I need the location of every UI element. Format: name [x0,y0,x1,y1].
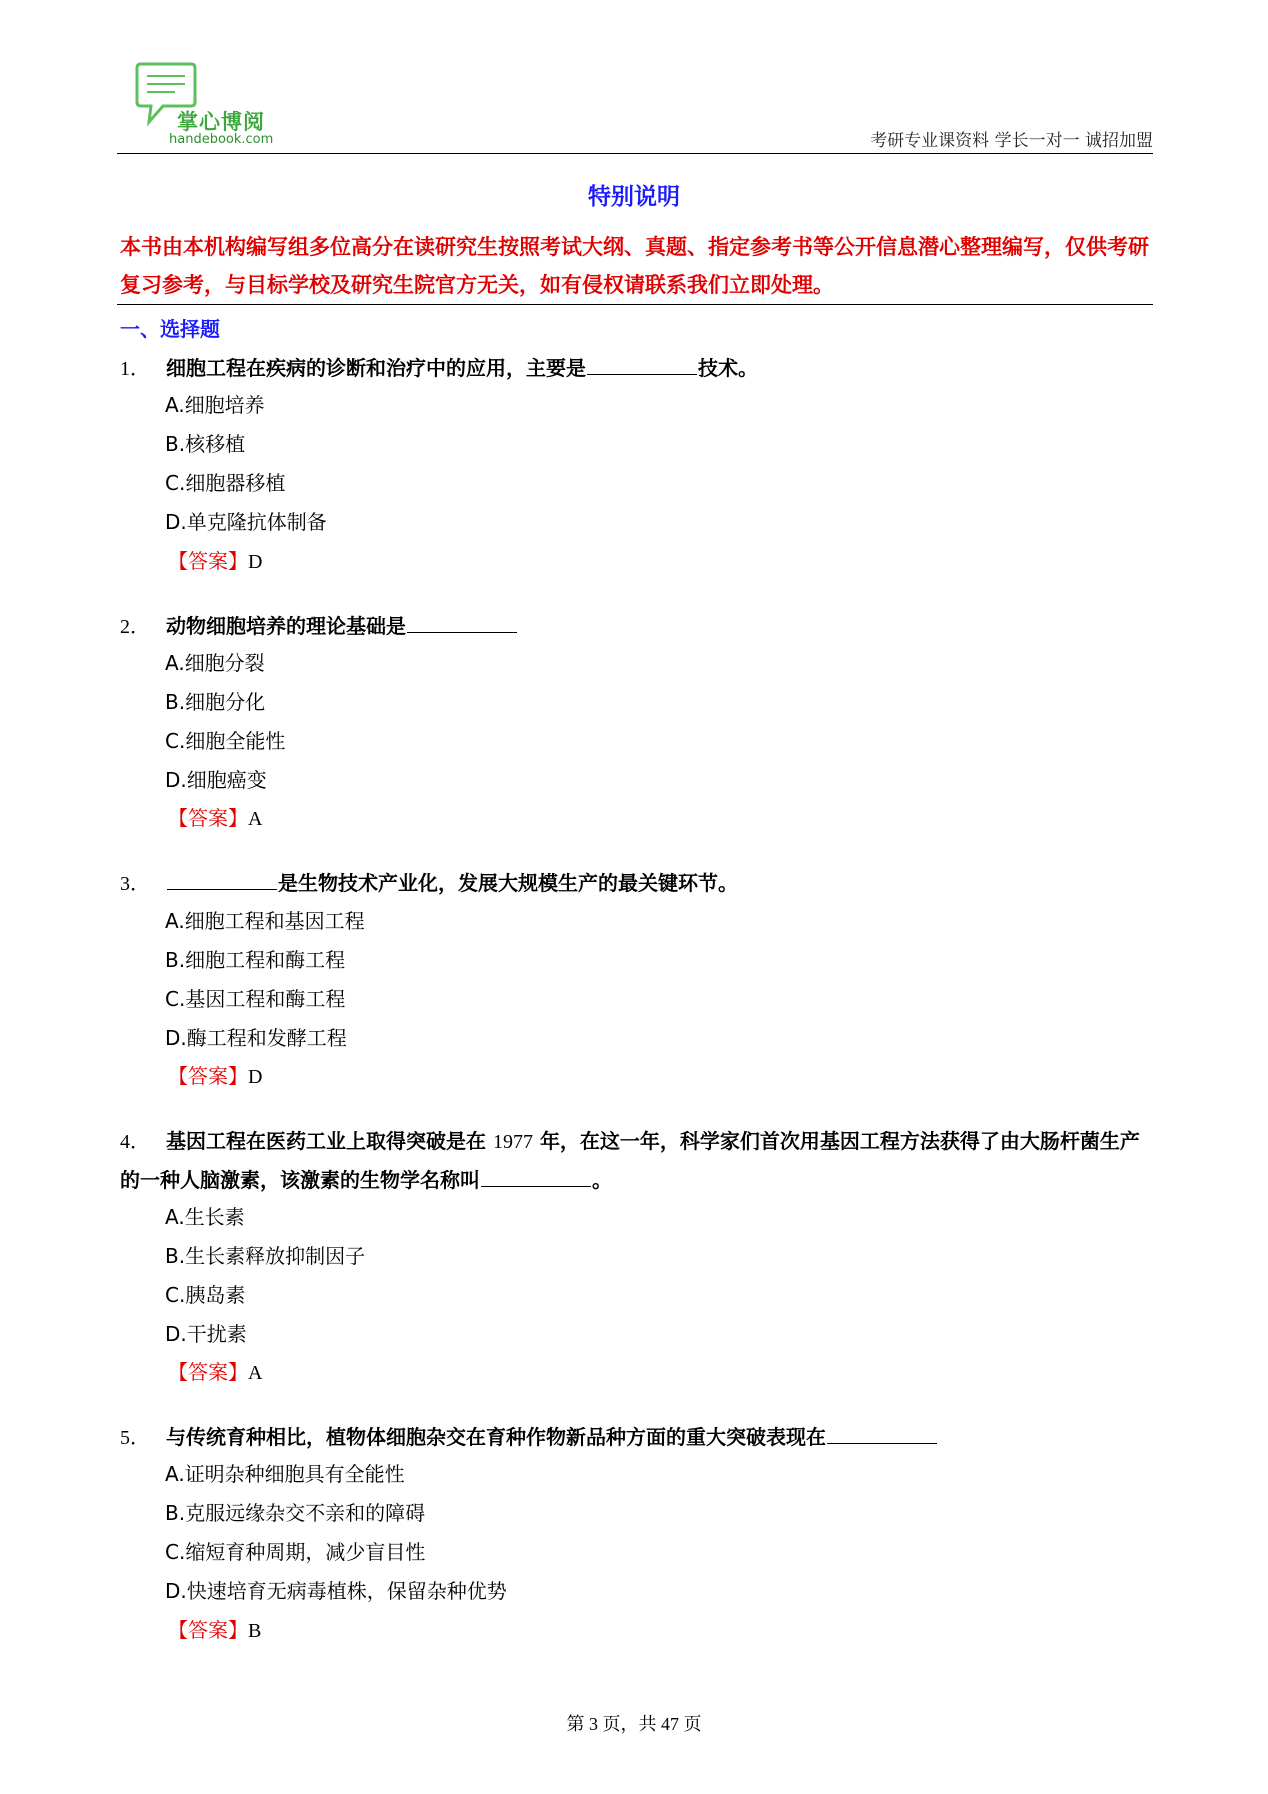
header-divider [117,153,1153,154]
question-1-option-a: A.细胞培养 [165,393,265,417]
answer-blank [407,631,517,633]
answer-blank [827,1442,937,1444]
section-title: 一、选择题 [120,317,220,341]
answer-label: 【答案】 [168,806,248,830]
question-2-answer [168,802,262,831]
question-3-answer [168,1060,262,1089]
answer-blank [587,373,697,375]
page-footer: 第 3 页，共 47 页 [566,1714,702,1734]
question-5-stem [120,1418,1155,1457]
brand-logo [135,62,295,152]
question-1-stem [120,349,1155,388]
question-text: 动物细胞培养的理论基础是 [166,614,406,638]
question-5-option-a: A.证明杂种细胞具有全能性 [165,1462,405,1486]
question-year: 1977 [492,1131,533,1153]
question-text-tail: 技术。 [698,356,758,380]
logo-brand-text: 掌心博阅 [177,110,265,134]
question-2-option-d: D.细胞癌变 [165,768,267,792]
question-4-option-c: C.胰岛素 [165,1283,246,1307]
question-text-tail: 是生物技术产业化，发展大规模生产的最关键环节。 [278,871,738,895]
page-title: 特别说明 [588,184,680,210]
question-2-stem [120,607,1155,646]
answer-label: 【答案】 [168,1618,248,1642]
question-number: 2． [120,616,150,638]
question-1-answer [168,545,262,574]
question-4-stem [120,1122,1155,1199]
question-1-option-c: C.细胞器移植 [165,471,286,495]
logo-url-text: handebook.com [169,132,274,147]
answer-label: 【答案】 [168,1064,248,1088]
question-5-option-b: B.克服远缘杂交不亲和的障碍 [165,1501,426,1525]
question-5-answer [168,1614,261,1643]
answer-value: D [248,1066,263,1088]
question-5-option-d: D.快速培育无病毒植株，保留杂种优势 [165,1579,507,1603]
question-4-answer [168,1356,262,1385]
question-4-option-b: B.生长素释放抑制因子 [165,1244,366,1268]
question-number: 3． [120,873,150,895]
notice-divider [117,304,1153,305]
question-3-option-c: C.基因工程和酶工程 [165,987,346,1011]
answer-value: B [248,1620,262,1642]
answer-value: A [248,1362,263,1384]
question-text-middle: 年，在这一年，科学家们首次用基因工程方法获得了由大肠杆菌生产的一种人脑激素，该激素的生物学名称叫 [120,1129,1140,1192]
question-text: 与传统育种相比，植物体细胞杂交在育种作物新品种方面的重大突破表现在 [166,1425,826,1449]
answer-value: A [248,808,263,830]
answer-blank [167,888,277,890]
question-text: 细胞工程在疾病的诊断和治疗中的应用，主要是 [166,356,586,380]
question-3-stem [120,864,1155,903]
question-number: 1． [120,358,150,380]
answer-label: 【答案】 [168,1360,248,1384]
question-2-option-c: C.细胞全能性 [165,729,286,753]
question-number: 4． [120,1131,150,1153]
question-4-option-d: D.干扰素 [165,1322,247,1346]
answer-value: D [248,551,263,573]
question-5-option-c: C.缩短育种周期，减少盲目性 [165,1540,426,1564]
question-1-option-b: B.核移植 [165,432,246,456]
answer-label: 【答案】 [168,549,248,573]
question-number: 5． [120,1427,150,1449]
question-4-option-a: A.生长素 [165,1205,245,1229]
header-tagline: 考研专业课资料 学长一对一 诚招加盟 [870,131,1153,151]
disclaimer-notice: 本书由本机构编写组多位高分在读研究生按照考试大纲、真题、指定参考书等公开信息潜心整理编写，仅供考研复习参考，与目标学校及研究生院官方无关，如有侵权请联系我们立即处理。 [120,235,1149,297]
question-2-option-a: A.细胞分裂 [165,651,265,675]
question-3-option-a: A.细胞工程和基因工程 [165,909,365,933]
answer-blank [481,1185,591,1187]
question-text: 基因工程在医药工业上取得突破是在 [166,1129,486,1153]
question-1-option-d: D.单克隆抗体制备 [165,510,327,534]
question-3-option-b: B.细胞工程和酶工程 [165,948,346,972]
question-text-tail: 。 [592,1168,612,1192]
question-2-option-b: B.细胞分化 [165,690,266,714]
question-3-option-d: D.酶工程和发酵工程 [165,1026,347,1050]
